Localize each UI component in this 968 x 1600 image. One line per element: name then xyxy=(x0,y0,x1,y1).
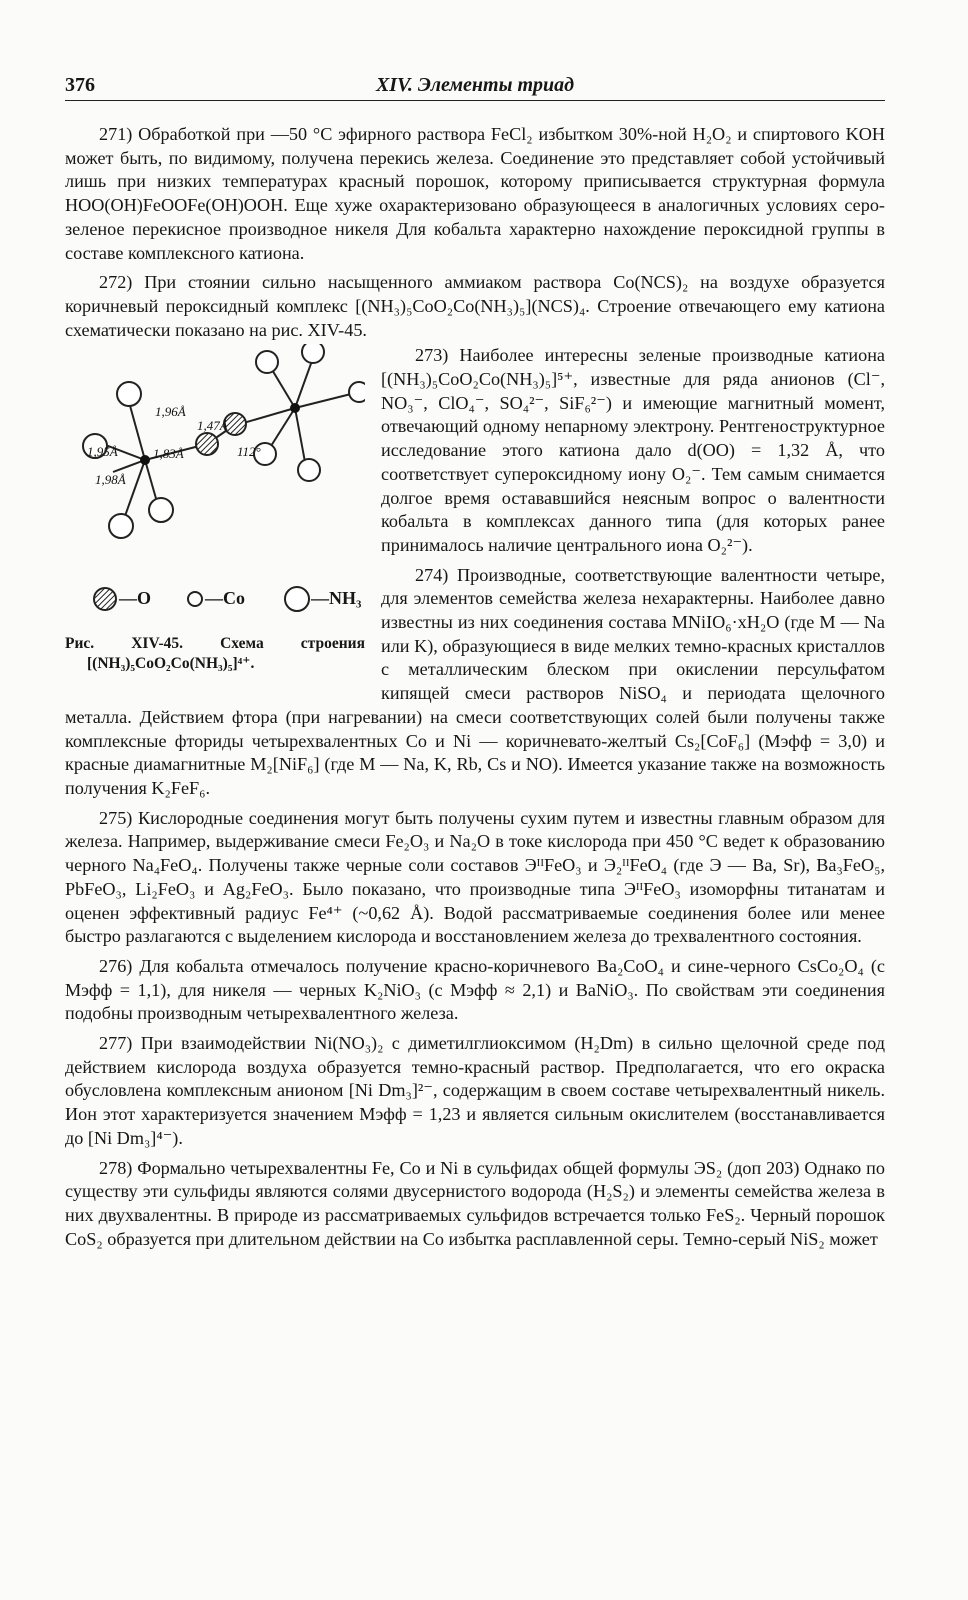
label-147: 1,47Å xyxy=(197,418,228,434)
legend-cobalt-symbol xyxy=(188,592,202,606)
paragraph-271: 271) Обработкой при —50 °С эфирного раствора FeCl₂ избытком 30%-ной H₂O₂ и спиртового KOH может быть, по видимому, получена перекись железа. Соединение это представляет собой устойчивый лишь при низких температурах красный порошок, которому приписывается структурная формула HOO(OH)FeOOFe(OH)OOH. Еще хуже охарактеризовано образующееся в аналогичных условиях серо-зеленое перекисное производное никеля Для кобальта характерно нахождение пероксидной группы в составе комплексного катиона. xyxy=(65,124,885,263)
label-angle: 112° xyxy=(237,444,261,460)
caption-word2: строения xyxy=(300,635,365,653)
running-title: XIV. Элементы триад xyxy=(375,74,575,96)
bonds xyxy=(103,358,351,516)
nh3-circle xyxy=(302,344,324,363)
paragraph-276: 276) Для кобальта отмечалось получение красно-коричневого Ba₂CoO₄ и сине-черного CsCo₂O₄ (с Mэфф = 1,1), для никеля — черных K₂NiO₃ (с Mэфф ≈ 2,1) и BaNiO₃. По свойствам эти соединения подобны производным четырехвалентного железа. xyxy=(65,955,885,1024)
nh3-circle xyxy=(256,351,278,373)
label-183: 1,83Å xyxy=(153,446,184,462)
label-198: 1,98Å xyxy=(95,472,126,488)
caption-formula: [(NH₃)₅CoO₂Co(NH₃)₅]⁴⁺. xyxy=(87,655,255,673)
nh3-circle xyxy=(298,459,320,481)
book-page xyxy=(65,70,885,1257)
cobalt-atom xyxy=(140,455,150,465)
paragraph-278: 278) Формально четырехвалентны Fe, Co и Ni в сульфидах общей формулы ЭS₂ (доп 203) Однако по существу эти сульфиды являются солями двусернистого водорода (H₂S₂) и элементы семейства железа в них двухвалентны. В природе из рассматриваемых сульфидов встречается только FeS₂. Черный порошок CoS₂ образуется при длительном действии на Co избытка расплавленной серы. Темно-серый NiS₂ может xyxy=(65,1157,885,1249)
cobalt-atom xyxy=(290,403,300,413)
figure-xiv-45 xyxy=(65,344,365,689)
label-195: 1,95Å xyxy=(87,444,118,460)
nh3-circle xyxy=(149,498,173,522)
paragraph-274: 274) Производные, соответствующие валентности четыре, для элементов семейства железа нехарактерны. Наиболее давно известны из них соединения состава MNiIO₆·xH₂O (где M — Na или K), образующиеся в виде мелких темно-красных кристаллов с металлическим блеском при окислении персульфатом кипящей смеси растворов NiSO₄ и периодата щелочного металла. Действием фтора (при нагревании) на смеси соответствующих солей были получены также комплексные фториды четырехвалентных Co и Ni — коричневато-желтый Cs₂[CoF₆] (Mэфф = 3,0) и красные диамагнитные M₂[NiF₆] (где M — Na, K, Rb, Cs и NO). Имеется указание также на возможность получения K₂FeF₆. xyxy=(65,564,885,798)
structure-diagram xyxy=(65,344,365,584)
paragraph-273: 273) Наиболее интересны зеленые производные катиона [(NH₃)₅CoO₂Co(NH₃)₅]⁵⁺, известные для ряда анионов (Cl⁻, NO₃⁻, ClO₄⁻, SO₄²⁻, SiF₆²⁻) и имеющие магнитный момент, отвечающий одному непарному электрону. Рентгеноструктурное исследование этого катиона дало d(OO) = 1,32 Å, что соответствует супероксидному иону O₂⁻. Тем самым снимается долгое время остававшийся неясным вопрос о валентности кобальта в комплексах данного типа (для которых ранее принималось наличие центрального иона O₂²⁻). xyxy=(381,345,885,555)
nh3-groups xyxy=(83,344,365,538)
legend-oxygen-symbol xyxy=(94,588,116,610)
paragraph-277: 277) При взаимодействии Ni(NO₃)₂ с диметилглиоксимом (H₂Dm) в сильно щелочной среде под действием кислорода воздуха образуется темно-красный раствор. Предполагается, что его окраска обусловлена комплексным анионом [Ni Dm₃]²⁻, содержащим в своем составе четырехвалентный никель. Ион этот характеризуется значением Mэфф = 1,23 и является сильным окислителем (восстанавливается до [Ni Dm₃]⁴⁻). xyxy=(65,1033,885,1148)
legend-co-label: —Co xyxy=(205,588,245,609)
nh3-circle xyxy=(117,382,141,406)
legend-nh3-label: —NH₃ xyxy=(311,588,362,609)
nh3-circle xyxy=(109,514,133,538)
paragraph-275: 275) Кислородные соединения могут быть получены сухим путем и известны главным образом для железа. Например, выдерживание смеси Fe₂O₃ и Na₂O в токе кислорода при 450 °С ведет к образованию черного Na₄FeO₄. Получены также черные соли составов ЭᴵᴵFeO₃ и Э₂ᴵᴵFeO₄ (где Э — Ba, Sr), Ba₃FeO₅, PbFeO₃, Li₂FeO₃ и Ag₂FeO₃. Было показано, что производные типа ЭᴵᴵFeO₃ изоморфны титанатам и оценен эффективный радиус Fe⁴⁺ (~0,62 Å). Водой рассматриваемые соединения более или менее быстро разлагаются с выделением кислорода и восстановлением железа до трехвалентного состояния. xyxy=(65,807,885,947)
figure-legend xyxy=(65,582,365,616)
caption-prefix: Рис. xyxy=(65,635,95,653)
legend-nh3-symbol xyxy=(285,587,309,611)
oxygen-atom xyxy=(196,433,218,455)
label-196: 1,96Å xyxy=(155,404,186,420)
page-header xyxy=(65,70,885,101)
page-number: 376 xyxy=(65,74,95,96)
caption-word1: Схема xyxy=(220,635,264,653)
paragraph-272: 272) При стоянии сильно насыщенного аммиаком раствора Co(NCS)₂ на воздухе образуется коричневый пероксидный комплекс [(NH₃)₅CoO₂Co(NH₃)₅](NCS)₄. Строение отвечающего ему катиона схематически показано на рис. XIV-45. xyxy=(65,272,885,340)
legend-o-label: —O xyxy=(119,588,152,609)
figure-caption xyxy=(65,634,365,674)
caption-number: XIV-45. xyxy=(131,635,184,653)
nh3-circle xyxy=(349,382,365,402)
